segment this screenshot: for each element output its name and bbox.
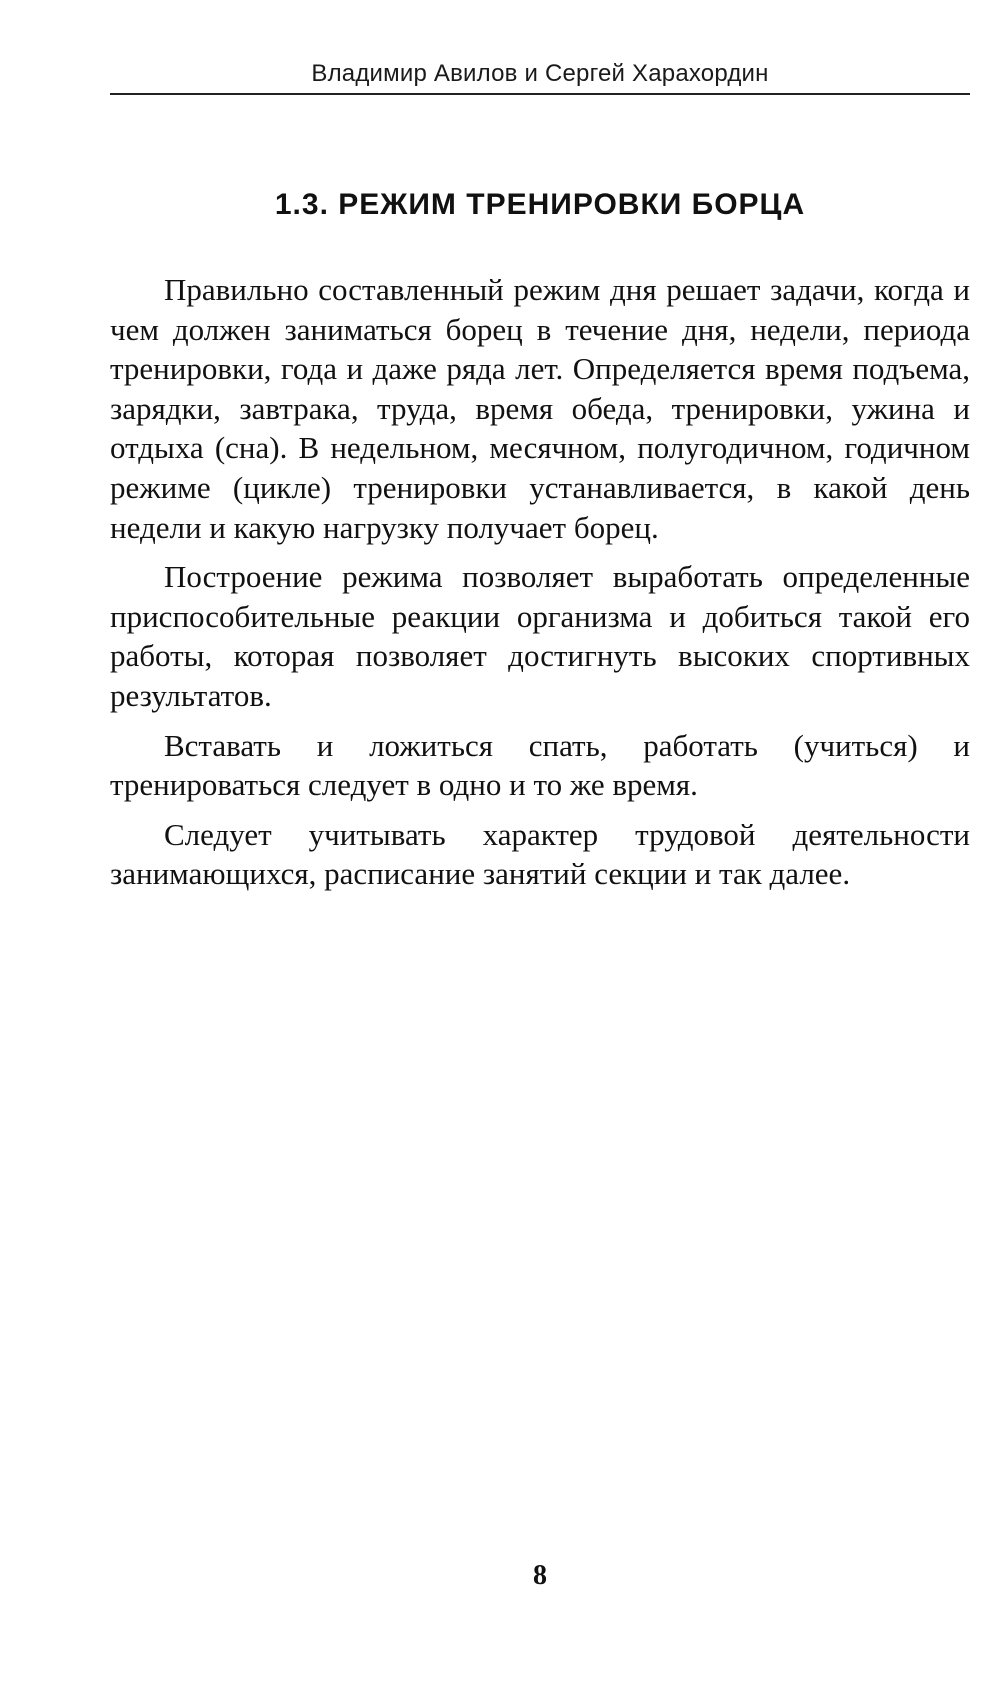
section-title: 1.3. РЕЖИМ ТРЕНИРОВКИ БОРЦА	[274, 188, 806, 221]
body-text	[110, 270, 970, 904]
paragraph-1: Правильно составленный режим дня решает задачи, когда и чем должен заниматься борец в течение дня, недели, периода тренировки, года и даже ряда лет. Определяется время подъема, зарядки, завтрака, труда, время обеда, тренировки, ужина и отдыха (сна). В недельном, месячном, полугодичном, годичном режиме (цикле) тренировки устанавливается, в какой день недели и какую нагрузку получает борец.	[110, 272, 970, 545]
page-number: 8	[533, 1560, 547, 1591]
paragraph-4: Следует учитывать характер трудовой деятельности занимающихся, расписание занятий секции и так далее.	[110, 816, 970, 892]
header-divider	[110, 93, 970, 95]
running-header: Владимир Авилов и Сергей Харахордин	[311, 60, 769, 87]
paragraph-3: Вставать и ложиться спать, работать (учиться) и тренироваться следует в одно и то же время.	[110, 727, 970, 803]
paragraph-2: Построение режима позволяет выработать определенные приспособительные реакции организма и добиться такой его работы, которая позволяет достигнуть высоких спортивных результатов.	[110, 559, 970, 713]
